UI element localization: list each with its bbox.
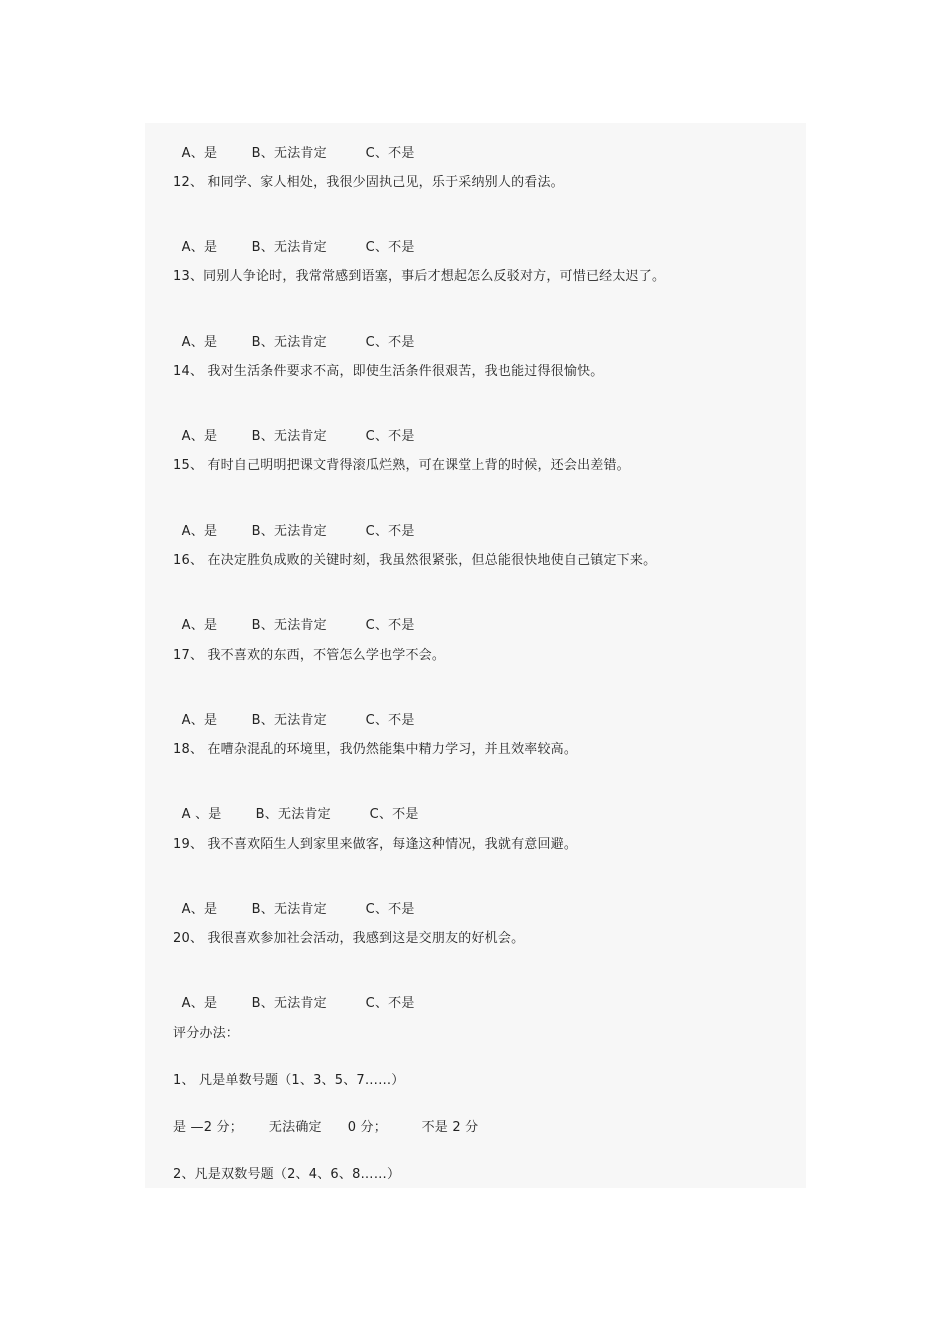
option-b: B、无法肯定 [251,335,327,350]
question-19: 19、 我不喜欢陌生人到家里来做客，每逢这种情况，我就有意回避。 [173,837,578,852]
scoring-rule-odd: 1、 凡是单数号题（1、3、5、7……） [173,1073,405,1088]
option-a: A、是 [181,429,218,444]
option-c: C、不是 [365,524,415,539]
option-a: A、是 [181,240,218,255]
option-c: C、不是 [365,902,415,917]
option-b: B、无法肯定 [251,618,327,633]
option-a: A、是 [181,618,218,633]
option-c: C、不是 [365,240,415,255]
answer-options [173,883,415,919]
option-c: C、不是 [365,996,415,1011]
option-a: A、是 [181,902,218,917]
answer-options [173,694,415,730]
option-b: B、无法肯定 [251,524,327,539]
question-18: 18、 在嘈杂混乱的环境里，我仍然能集中精力学习，并且效率较高。 [173,742,578,757]
answer-options [173,788,419,824]
answer-options [173,977,415,1013]
scoring-heading: 评分办法： [173,1026,240,1041]
answer-options [173,221,415,257]
option-a: A 、是 [181,807,222,822]
question-15: 15、 有时自己明明把课文背得滚瓜烂熟，可在课堂上背的时候，还会出差错。 [173,458,630,473]
question-13: 13、同别人争论时，我常常感到语塞，事后才想起怎么反驳对方，可惜已经太迟了。 [173,269,666,284]
option-a: A、是 [181,524,218,539]
question-16: 16、 在决定胜负成败的关键时刻，我虽然很紧张，但总能很快地使自己镇定下来。 [173,553,657,568]
option-b: B、无法肯定 [251,429,327,444]
question-20: 20、 我很喜欢参加社会活动，我感到这是交朋友的好机会。 [173,931,525,946]
scoring-rule-even: 2、凡是双数号题（2、4、6、8……） [173,1167,401,1182]
option-b: B、无法肯定 [251,713,327,728]
question-12: 12、 和同学、家人相处，我很少固执己见，乐于采纳别人的看法。 [173,175,564,190]
option-b: B、无法肯定 [255,807,331,822]
option-a: A、是 [181,146,218,161]
option-b: B、无法肯定 [251,902,327,917]
option-c: C、不是 [365,335,415,350]
option-b: B、无法肯定 [251,240,327,255]
question-14: 14、 我对生活条件要求不高，即使生活条件很艰苦，我也能过得很愉快。 [173,364,604,379]
option-c: C、不是 [365,429,415,444]
answer-options [173,599,415,635]
option-a: A、是 [181,713,218,728]
option-c: C、不是 [369,807,419,822]
option-c: C、不是 [365,713,415,728]
option-b: B、无法肯定 [251,146,327,161]
answer-options [173,505,415,541]
option-a: A、是 [181,335,218,350]
option-c: C、不是 [365,618,415,633]
answer-options [173,410,415,446]
option-c: C、不是 [365,146,415,161]
scoring-rule-odd-scores: 是 —2 分； 无法确定 0 分； 不是 2 分 [173,1120,479,1135]
question-17: 17、 我不喜欢的东西，不管怎么学也学不会。 [173,648,446,663]
option-a: A、是 [181,996,218,1011]
option-b: B、无法肯定 [251,996,327,1011]
answer-options [173,127,415,163]
answer-options [173,316,415,352]
